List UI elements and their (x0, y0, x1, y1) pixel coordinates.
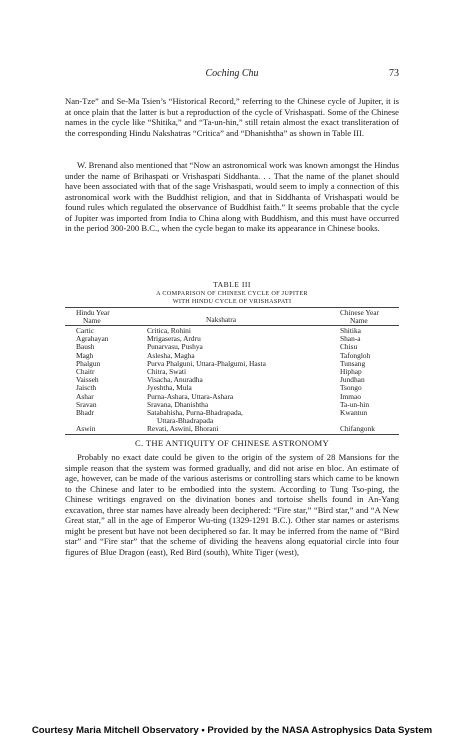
hindu-year-cell: Jaiscth (76, 383, 97, 393)
column-header-nakshatra-text: Nakshatra (206, 315, 236, 324)
chinese-year-cell: Shitika (340, 326, 361, 335)
table-title: TABLE III (213, 280, 251, 289)
paragraph-3-text: Probably no exact date could be given to the origin of the system of 28 Mansions for the simple reason that the system was formed gradually, and did not arise en bloc. An estimate of age, however, can be made of the various asterisms or controlling stars which came to be known to the Chinese and later to be embodied into the system. According to Tung Tso-ping, the Chinese writings engraved on the divination bones and tortoise shells found in An-Yang excavation, three star names have already been deciphered: “Fire star,” “Bird star,” and “A New Great star,” all in the age of Emperor Wu-ting (1329-1291 B.C.). Other star names or asterisms might be present but have not been deciphered so far. It may be inferred from the name of “Bird star” and “Fire star” that the scheme of dividing the heavens along equatorial circle into four figures of Blue Dragon (east), Red Bird (south), White Tiger (west), (65, 452, 399, 557)
section-heading: C. THE ANTIQUITY OF CHINESE ASTRONOMY (135, 438, 329, 448)
chinese-year-cell: Tafongloh (340, 350, 371, 360)
chinese-year-cell: Tsongo (340, 383, 362, 393)
table-bottom-rule (65, 434, 399, 435)
chinese-year-cell: Kwantun (340, 408, 368, 417)
paragraph-1-text: Nan-Tze” and Se-Ma Tsien’s “Historical Record,” referring to the Chinese cycle of Jupiter, it is at once plain that the latter is but a reproduction of the cycle of Vrishaspati. Some of the Chinese names in the cycle like “Shitika,” and “Ta-un-hin,” still retain almost the exact transliteration of the corresponding Hindu Nakshatras “Critica” and “Dhanishtha” as shown in Table III. (65, 96, 399, 138)
hindu-year-cell: Bhadr (76, 408, 95, 417)
nakshatra-cell: Sravana, Dhanishtha (147, 399, 209, 409)
nakshatra-cell-continuation: Uttara-Bhadrapada (157, 416, 214, 426)
hindu-year-cell: Vaisseh (76, 375, 99, 385)
chinese-year-cell: Chisu (340, 342, 358, 352)
nakshatra-cell: Purva Phalguni, Uttara-Phalgumi, Hasta (147, 358, 266, 368)
nakshatra-cell: Mrigaseras, Ardru (147, 334, 201, 344)
nakshatra-cell: Revati, Aswini, Bhorani (147, 424, 219, 434)
hindu-year-cell: Sravan (76, 399, 97, 409)
hindu-year-cell: Ashar (76, 391, 94, 401)
page-number: 73 (389, 68, 399, 79)
chinese-year-cell: Jundhan (340, 375, 365, 385)
chinese-year-cell: Ta-un-hin (340, 399, 370, 409)
hindu-year-cell: Baush (76, 342, 95, 352)
nakshatra-cell: Satabahisha, Purna-Bhadrapada, (147, 408, 243, 417)
nakshatra-cell: Chitra, Swati (147, 367, 187, 376)
column-header-hindu-name: Name (83, 316, 101, 325)
nakshatra-cell: Critica, Rohini (147, 326, 191, 335)
chinese-year-cell: Tunsang (340, 358, 366, 368)
hindu-year-cell: Magh (76, 350, 94, 360)
paragraph-3 (65, 452, 399, 557)
paragraph-2-text: W. Brenand also mentioned that “Now an astronomical work was known amongst the Hindus under the name of Brihaspati or Vrishaspati Siddhanta. . . That the name of the planet should have been associated with that of the sage Vrishaspati, would seem to imply a connection of this astronomical work with the Buddhist religion, and that in Siddhanta of Vrishaspati would be found rules which regulated the observance of Buddhist faith.” It seems probable that the cycle of Jupiter was imported from India to China along with Buddhism, and this must have occurred in the period 300-200 B.C., when the cycle began to make its appearance in Chinese books. (65, 160, 399, 234)
nakshatra-cell: Purna-Ashara, Uttara-Ashara (147, 391, 234, 401)
column-header-chinese-year: Chinese Year (340, 308, 380, 317)
table-caption-line-2: WITH HINDU CYCLE OF VRISHASPATI (172, 298, 292, 305)
nakshatra-cell: Aslesha, Magha (147, 350, 195, 360)
hindu-year-cell: Phalgun (76, 358, 101, 368)
paragraph-1 (65, 96, 399, 138)
column-header-chinese-name: Name (350, 316, 368, 325)
chinese-year-cell: Hiphap (340, 367, 362, 376)
hindu-year-cell: Agrahayan (76, 334, 109, 344)
hindu-year-cell: Aswin (76, 424, 96, 434)
running-title: Coching Chu (205, 68, 259, 79)
footer-credit: Courtesy Maria Mitchell Observatory • Provided by the NASA Astrophysics Data System (31, 725, 433, 736)
hindu-year-cell: Cartic (76, 326, 95, 335)
column-header-hindu-year: Hindu Year (76, 308, 110, 317)
nakshatra-cell: Jyeshtha, Mula (147, 383, 192, 393)
chinese-year-cell: Chifangonk (340, 424, 375, 434)
chinese-year-cell: Shan-a (340, 334, 361, 344)
nakshatra-cell: Visacha, Anuradha (147, 375, 203, 385)
hindu-year-cell: Chaitr (76, 367, 95, 376)
table-caption-line-1: A COMPARISON OF CHINESE CYCLE OF JUPITER (156, 290, 308, 297)
chinese-year-cell: Immao (340, 391, 361, 401)
column-header-nakshatra (0, 316, 464, 324)
paragraph-2 (65, 160, 399, 234)
nakshatra-cell: Punarvasu, Pushya (147, 342, 203, 352)
